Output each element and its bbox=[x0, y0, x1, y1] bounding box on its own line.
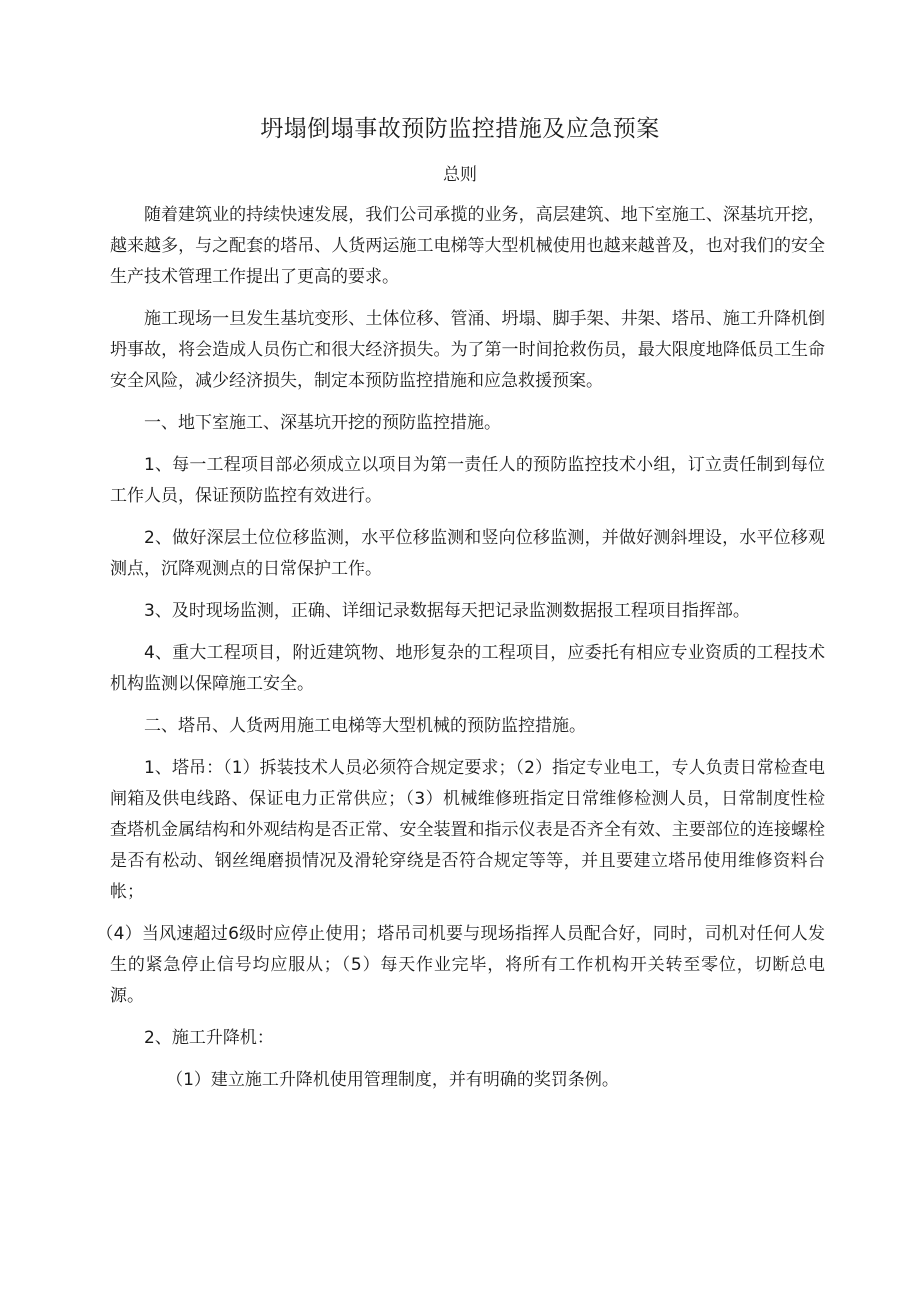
list-item: 3、及时现场监测，正确、详细记录数据每天把记录监测数据报工程项目指挥部。 bbox=[144, 601, 750, 621]
section-heading-2: 二、塔吊、人货两用施工电梯等大型机械的预防监控措施。 bbox=[144, 716, 586, 736]
list-item: 2、施工升降机： bbox=[144, 1028, 274, 1048]
section-heading: 总则 bbox=[443, 165, 477, 185]
section-heading-1: 一、地下室施工、深基坑开挖的预防监控措施。 bbox=[144, 413, 501, 433]
list-item-continued: （4）当风速超过6级时应停止使用；塔吊司机要与现场指挥人员配合好，同时，司机对任何人发生的紧急停止信号均应服从；（5）每天作业完毕，将所有工作机构开关转至零位，切断总电源。 bbox=[96, 924, 825, 1006]
paragraph-purpose: 施工现场一旦发生基坑变形、土体位移、管涌、坍塌、脚手架、井架、塔吊、施工升降机倒坍事故，将会造成人员伤亡和很大经济损失。为了第一时间抢救伤员，最大限度地降低员工生命安全风险，减少经济损失，制定本预防监控措施和应急救援预案。 bbox=[110, 309, 825, 391]
list-item: 4、重大工程项目，附近建筑物、地形复杂的工程项目，应委托有相应专业资质的工程技术机构监测以保障施工安全。 bbox=[110, 643, 825, 694]
paragraph-intro: 随着建筑业的持续快速发展，我们公司承揽的业务，高层建筑、地下室施工、深基坑开挖，越来越多，与之配套的塔吊、人货两运施工电梯等大型机械使用也越来越普及，也对我们的安全生产技术管理工作提出了更高的要求。 bbox=[110, 205, 825, 287]
list-item: 1、每一工程项目部必须成立以项目为第一责任人的预防监控技术小组，订立责任制到每位工作人员，保证预防监控有效进行。 bbox=[110, 455, 825, 506]
list-item: 2、做好深层土位位移监测，水平位移监测和竖向位移监测，并做好测斜埋设，水平位移观测点，沉降观测点的日常保护工作。 bbox=[110, 528, 825, 579]
document-body bbox=[96, 200, 825, 1107]
sub-list-item: （1）建立施工升降机使用管理制度，并有明确的奖罚条例。 bbox=[166, 1070, 619, 1090]
list-item: 1、塔吊：（1）拆装技术人员必须符合规定要求；（2）指定专业电工，专人负责日常检查电闸箱及供电线路、保证电力正常供应；（3）机械维修班指定日常维修检测人员，日常制度性检查塔机金属结构和外观结构是否正常、安全装置和指示仪表是否齐全有效、主要部位的连接螺栓是否有松动、钢丝绳磨损情况及滑轮穿绕是否符合规定等等，并且要建立塔吊使用维修资料台帐； bbox=[110, 758, 825, 902]
document-title: 坍塌倒塌事故预防监控措施及应急预案 bbox=[260, 116, 660, 142]
